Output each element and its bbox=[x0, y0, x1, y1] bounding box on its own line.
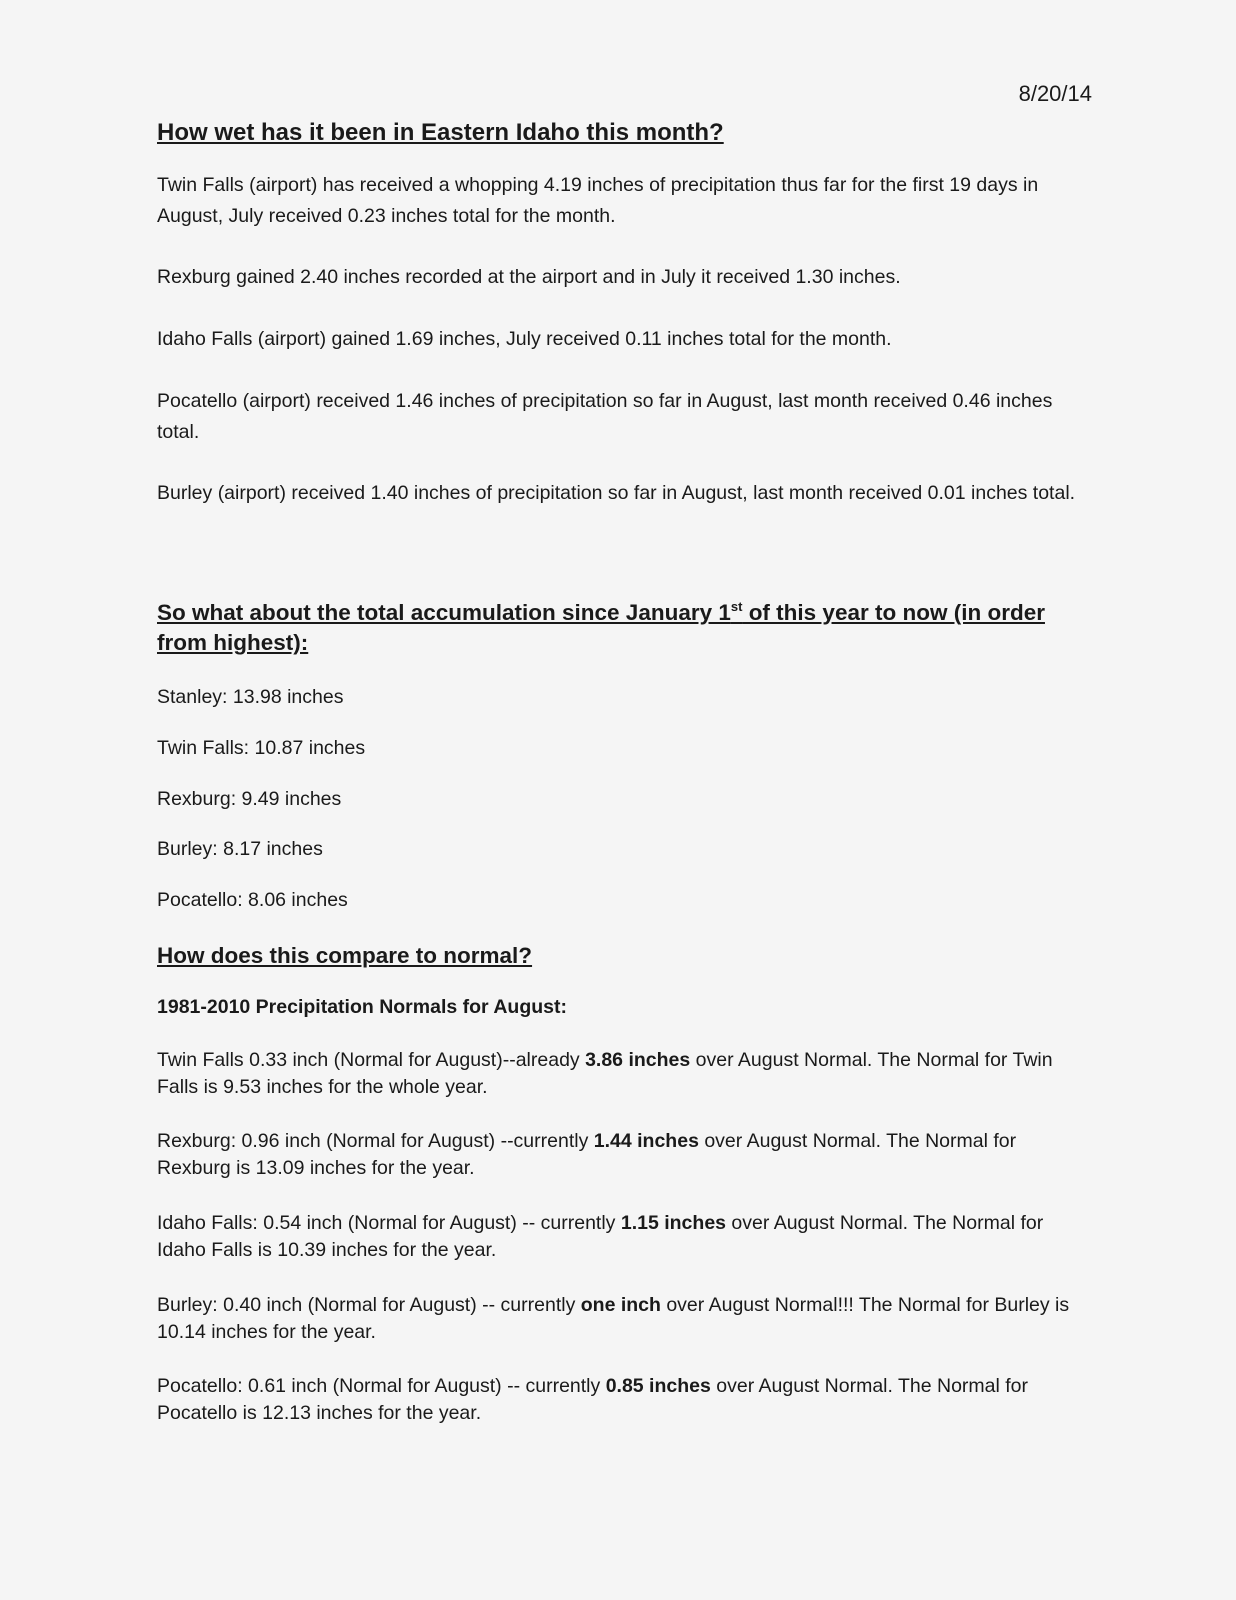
normal-row-text: over August Normal!!! The Normal for Burley is 10.14 inches for the year. bbox=[157, 1294, 1070, 1343]
accumulation-heading-superscript: st bbox=[730, 598, 743, 614]
normals-subheading: 1981-2010 Precipitation Normals for August: bbox=[157, 996, 567, 1018]
normal-row-text: Burley: 0.40 inch (Normal for August) -- currently bbox=[157, 1294, 581, 1316]
normal-row-pocatello bbox=[157, 1373, 1092, 1427]
normal-row-text: over August Normal. The Normal for Idaho Falls is 10.39 inches for the year. bbox=[157, 1212, 1044, 1261]
normal-row-burley bbox=[157, 1292, 1092, 1346]
monthly-paragraph-burley: Burley (airport) received 1.40 inches of precipitation so far in August, last month received 0.01 inches total. bbox=[157, 482, 1076, 504]
accumulation-heading-start: So what about the total accumulation since January 1 bbox=[157, 600, 731, 625]
accumulation-item-burley: Burley: 8.17 inches bbox=[157, 838, 323, 860]
normal-row-rexburg bbox=[157, 1128, 1092, 1182]
accumulation-heading bbox=[157, 598, 1092, 658]
monthly-heading: How wet has it been in Eastern Idaho this month? bbox=[157, 119, 724, 146]
normal-row-twin-falls bbox=[157, 1047, 1092, 1101]
accumulation-item-stanley: Stanley: 13.98 inches bbox=[157, 686, 344, 708]
normal-row-excess: 3.86 inches bbox=[585, 1049, 691, 1071]
normal-row-text: over August Normal. The Normal for Rexburg is 13.09 inches for the year. bbox=[157, 1130, 1017, 1179]
accumulation-item-pocatello: Pocatello: 8.06 inches bbox=[157, 889, 348, 911]
normal-row-text: over August Normal. The Normal for Twin Falls is 9.53 inches for the whole year. bbox=[157, 1049, 1053, 1098]
compare-heading: How does this compare to normal? bbox=[157, 943, 533, 968]
monthly-paragraph-rexburg: Rexburg gained 2.40 inches recorded at the airport and in July it received 1.30 inches. bbox=[157, 266, 901, 288]
accumulation-item-rexburg: Rexburg: 9.49 inches bbox=[157, 788, 342, 810]
normal-row-excess: 1.15 inches bbox=[620, 1212, 727, 1234]
accumulation-item-twin-falls: Twin Falls: 10.87 inches bbox=[157, 737, 366, 759]
document-page bbox=[157, 0, 1092, 1600]
accumulation-heading-end: of this year to now (in order from highest): bbox=[157, 600, 1045, 655]
normal-row-excess: 0.85 inches bbox=[605, 1375, 711, 1397]
normal-row-text: Twin Falls 0.33 inch (Normal for August)--already bbox=[157, 1049, 586, 1071]
normal-row-text: Pocatello: 0.61 inch (Normal for August) -- currently bbox=[157, 1375, 606, 1397]
normal-row-text: Idaho Falls: 0.54 inch (Normal for August) -- currently bbox=[157, 1212, 621, 1234]
monthly-paragraph-twin-falls: Twin Falls (airport) has received a whopping 4.19 inches of precipitation thus far for the first 19 days in August, July received 0.23 inches total for the month. bbox=[157, 174, 1039, 227]
monthly-paragraph-pocatello: Pocatello (airport) received 1.46 inches of precipitation so far in August, last month received 0.46 inches total. bbox=[157, 390, 1053, 443]
normal-row-text: over August Normal. The Normal for Pocatello is 12.13 inches for the year. bbox=[157, 1375, 1029, 1424]
document-date: 8/20/14 bbox=[1018, 81, 1092, 106]
normal-row-idaho-falls bbox=[157, 1210, 1092, 1264]
normal-row-excess: one inch bbox=[580, 1294, 661, 1316]
normal-row-excess: 1.44 inches bbox=[593, 1130, 699, 1152]
monthly-paragraph-idaho-falls: Idaho Falls (airport) gained 1.69 inches, July received 0.11 inches total for the month. bbox=[157, 328, 892, 350]
normal-row-text: Rexburg: 0.96 inch (Normal for August) --currently bbox=[157, 1130, 594, 1152]
